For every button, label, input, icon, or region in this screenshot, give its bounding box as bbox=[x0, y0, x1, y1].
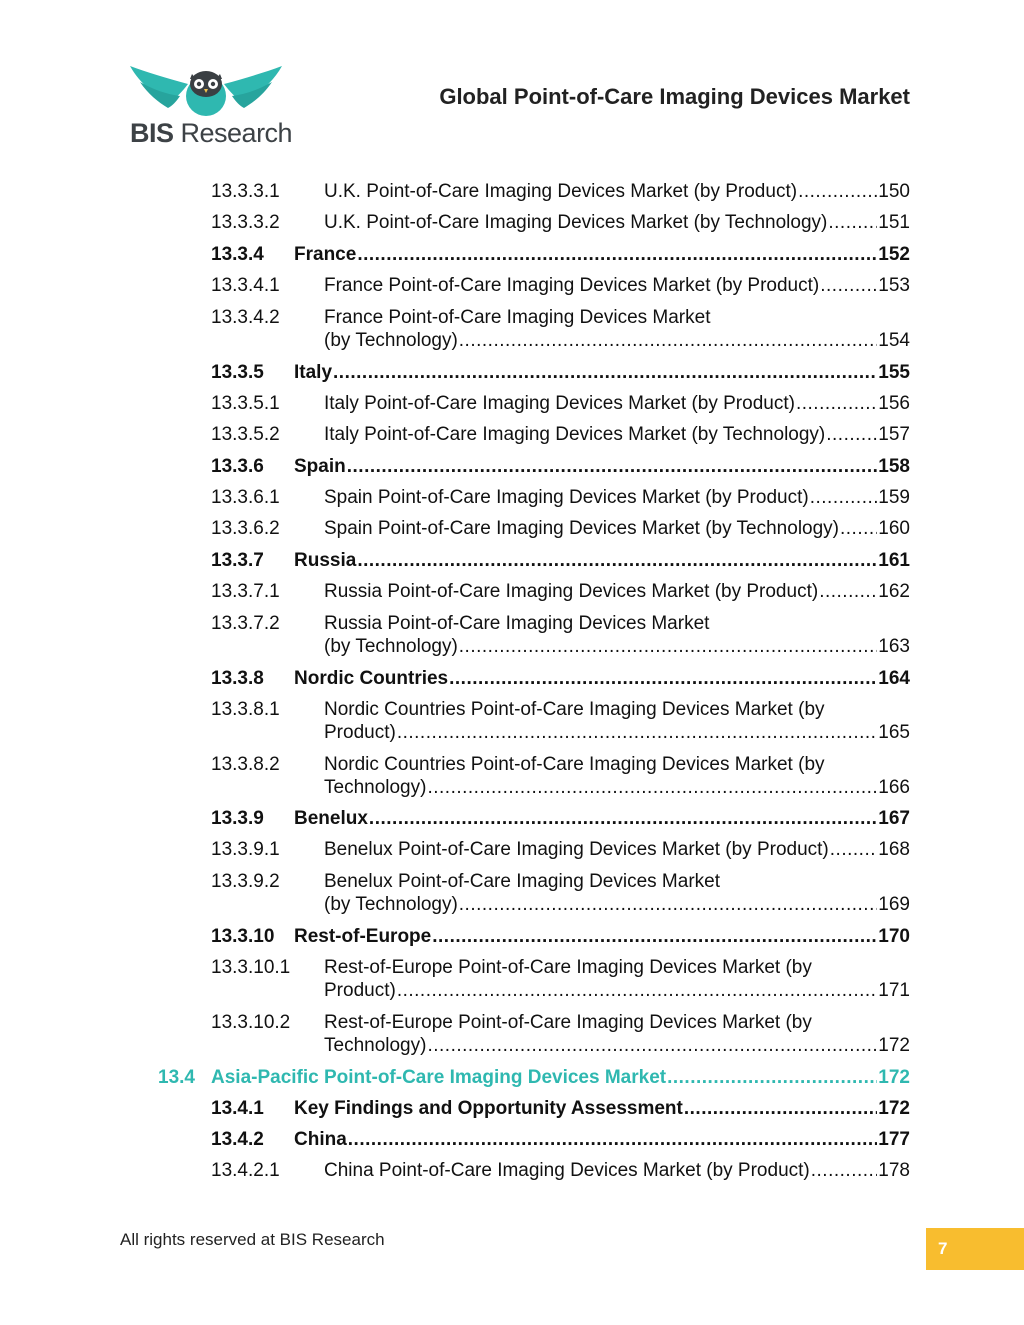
toc-entry-line bbox=[324, 721, 910, 744]
toc-entry-title: Russia Point-of-Care Imaging Devices Market (by Product) bbox=[324, 581, 819, 602]
toc-entry-page: 156 bbox=[878, 393, 910, 414]
toc-entry-number: 13.3.10.2 bbox=[211, 1012, 291, 1033]
toc-entry-page: 177 bbox=[878, 1129, 910, 1150]
toc-entry-number: 13.3.4 bbox=[211, 244, 264, 265]
toc-entry-title: France Point-of-Care Imaging Devices Market (by Product) bbox=[324, 275, 820, 296]
toc-entry-line bbox=[294, 455, 910, 478]
toc-entry-line bbox=[324, 893, 910, 916]
toc-dot-leader bbox=[828, 211, 877, 234]
toc-dot-leader bbox=[427, 776, 877, 799]
toc-dot-leader bbox=[357, 243, 877, 266]
toc-entry-number: 13.3.7.2 bbox=[211, 613, 280, 634]
toc-entry-page: 153 bbox=[878, 275, 910, 296]
toc-entry-title: Spain Point-of-Care Imaging Devices Market (by Technology) bbox=[324, 518, 839, 539]
toc-entry[interactable] bbox=[211, 423, 910, 446]
toc-entry-number: 13.3.5.1 bbox=[211, 393, 280, 414]
toc-entry-body bbox=[324, 698, 910, 744]
toc-entry-number: 13.3.3.1 bbox=[211, 181, 280, 202]
toc-entry-body bbox=[324, 870, 910, 916]
toc-entry[interactable] bbox=[211, 486, 910, 509]
toc-entry-page: 172 bbox=[878, 1098, 910, 1119]
toc-entry[interactable] bbox=[211, 211, 910, 234]
toc-entry[interactable] bbox=[211, 549, 910, 572]
toc-entry[interactable] bbox=[211, 517, 910, 540]
toc-entry-title: Nordic Countries Point-of-Care Imaging Devices Market (by bbox=[324, 754, 825, 775]
toc-entry-body bbox=[294, 1097, 910, 1120]
document-title: Global Point-of-Care Imaging Devices Market bbox=[439, 84, 910, 109]
footer-copyright: All rights reserved at BIS Research bbox=[120, 1230, 385, 1249]
toc-entry-body bbox=[324, 392, 910, 415]
toc-entry-page: 158 bbox=[878, 456, 910, 477]
toc-entry-body bbox=[324, 580, 910, 603]
toc-entry-page: 150 bbox=[878, 181, 910, 202]
toc-entry-line bbox=[324, 1159, 910, 1182]
toc-dot-leader bbox=[357, 549, 877, 572]
toc-entry[interactable] bbox=[211, 925, 910, 948]
toc-entry-body bbox=[294, 455, 910, 478]
toc-entry-title: Benelux Point-of-Care Imaging Devices Market bbox=[324, 871, 721, 892]
toc-entry-line bbox=[294, 361, 910, 384]
toc-entry-body bbox=[324, 838, 910, 861]
toc-dot-leader bbox=[333, 361, 877, 384]
toc-entry-body bbox=[294, 807, 910, 830]
toc-entry-line bbox=[324, 274, 910, 297]
toc-entry-page: 160 bbox=[878, 518, 910, 539]
toc-dot-leader bbox=[684, 1097, 877, 1120]
toc-entry-page: 157 bbox=[878, 424, 910, 445]
toc-entry-page: 167 bbox=[878, 808, 910, 829]
toc-entry-body bbox=[324, 1159, 910, 1182]
toc-entry-page: 171 bbox=[878, 980, 910, 1001]
owl-icon bbox=[126, 62, 286, 118]
toc-entry[interactable] bbox=[211, 956, 910, 1002]
toc-entry-number: 13.4 bbox=[158, 1067, 195, 1088]
toc-dot-leader bbox=[432, 925, 877, 948]
toc-entry-title: Product) bbox=[324, 980, 396, 1001]
toc-entry[interactable] bbox=[211, 698, 910, 744]
toc-entry-title: (by Technology) bbox=[324, 330, 458, 351]
toc-entry[interactable] bbox=[211, 1159, 910, 1182]
toc-entry-line bbox=[324, 517, 910, 540]
toc-entry-line bbox=[324, 776, 910, 799]
toc-entry-title: Italy Point-of-Care Imaging Devices Market (by Technology) bbox=[324, 424, 826, 445]
toc-entry-line bbox=[324, 1034, 910, 1057]
toc-entry-line bbox=[294, 1128, 910, 1151]
toc-entry-body bbox=[294, 667, 910, 690]
toc-entry-title: France Point-of-Care Imaging Devices Market bbox=[324, 307, 711, 328]
toc-dot-leader bbox=[397, 979, 877, 1002]
toc-entry[interactable] bbox=[211, 807, 910, 830]
toc-entry-number: 13.3.5 bbox=[211, 362, 264, 383]
toc-dot-leader bbox=[347, 455, 878, 478]
toc-entry-line bbox=[324, 1011, 910, 1034]
toc-dot-leader bbox=[796, 392, 877, 415]
toc-dot-leader bbox=[798, 180, 877, 203]
toc-dot-leader bbox=[820, 274, 877, 297]
toc-entry-number: 13.3.6.1 bbox=[211, 487, 280, 508]
toc-entry[interactable] bbox=[211, 392, 910, 415]
toc-entry-title: Russia Point-of-Care Imaging Devices Market bbox=[324, 613, 710, 634]
toc-dot-leader bbox=[819, 580, 877, 603]
toc-entry-line bbox=[294, 807, 910, 830]
toc-entry-page: 170 bbox=[878, 926, 910, 947]
toc-dot-leader bbox=[667, 1066, 877, 1089]
toc-entry-body bbox=[211, 1066, 910, 1089]
toc-dot-leader bbox=[459, 329, 878, 352]
toc-entry-number: 13.3.10.1 bbox=[211, 957, 291, 978]
toc-entry-number: 13.3.6 bbox=[211, 456, 264, 477]
toc-entry-title: (by Technology) bbox=[324, 636, 458, 657]
toc-entry-number: 13.3.4.1 bbox=[211, 275, 280, 296]
toc-entry-number: 13.3.8 bbox=[211, 668, 264, 689]
toc-entry-body bbox=[324, 180, 910, 203]
toc-entry-title: China Point-of-Care Imaging Devices Market (by Product) bbox=[324, 1160, 810, 1181]
toc-entry-title: Key Findings and Opportunity Assessment bbox=[294, 1098, 683, 1119]
toc-dot-leader bbox=[397, 721, 877, 744]
toc-entry-body bbox=[324, 956, 910, 1002]
toc-entry-page: 155 bbox=[878, 362, 910, 383]
toc-entry-body bbox=[324, 211, 910, 234]
toc-entry-page: 151 bbox=[878, 212, 910, 233]
toc-entry-number: 13.3.9.2 bbox=[211, 871, 280, 892]
toc-entry-line bbox=[294, 667, 910, 690]
toc-entry-line bbox=[324, 753, 910, 776]
toc-entry-line bbox=[324, 979, 910, 1002]
toc-entry-line bbox=[294, 549, 910, 572]
toc-entry-body bbox=[294, 1128, 910, 1151]
page-number-badge bbox=[926, 1228, 1024, 1270]
toc-entry-body bbox=[324, 753, 910, 799]
toc-entry-number: 13.3.8.2 bbox=[211, 754, 280, 775]
toc-entry-page: 152 bbox=[878, 244, 910, 265]
toc-entry-page: 161 bbox=[878, 550, 910, 571]
toc-dot-leader bbox=[459, 893, 878, 916]
toc-entry-page: 165 bbox=[878, 722, 910, 743]
toc-entry-title: Benelux bbox=[294, 808, 368, 829]
toc-entry[interactable] bbox=[211, 306, 910, 352]
toc-entry-number: 13.3.7.1 bbox=[211, 581, 280, 602]
toc-dot-leader bbox=[369, 807, 877, 830]
toc-entry[interactable] bbox=[211, 870, 910, 916]
toc-entry[interactable] bbox=[211, 180, 910, 203]
toc-entry[interactable] bbox=[211, 361, 910, 384]
toc-entry-line bbox=[324, 612, 910, 635]
toc-entry[interactable] bbox=[158, 1066, 910, 1089]
toc-entry-title: Russia bbox=[294, 550, 357, 571]
toc-entry-body bbox=[324, 1011, 910, 1057]
toc-entry-title: Asia-Pacific Point-of-Care Imaging Devices Market bbox=[211, 1067, 667, 1088]
toc-entry-page: 172 bbox=[878, 1067, 910, 1088]
toc-dot-leader bbox=[459, 635, 878, 658]
toc-entry[interactable] bbox=[211, 580, 910, 603]
toc-entry-number: 13.4.2.1 bbox=[211, 1160, 280, 1181]
toc-entry-title: Rest-of-Europe Point-of-Care Imaging Devices Market (by bbox=[324, 1012, 812, 1033]
toc-entry-line bbox=[294, 243, 910, 266]
toc-entry-title: Italy bbox=[294, 362, 333, 383]
toc-entry-line bbox=[324, 486, 910, 509]
toc-entry-line bbox=[211, 1066, 910, 1089]
page-number: 7 bbox=[938, 1239, 948, 1258]
toc-entry-line bbox=[324, 329, 910, 352]
toc-entry[interactable] bbox=[211, 753, 910, 799]
toc-entry[interactable] bbox=[211, 1097, 910, 1120]
toc-entry-line bbox=[324, 392, 910, 415]
toc-entry[interactable] bbox=[211, 274, 910, 297]
toc-entry[interactable] bbox=[211, 838, 910, 861]
toc-entry-body bbox=[294, 549, 910, 572]
toc-entry-title: Nordic Countries bbox=[294, 668, 449, 689]
toc-entry-page: 169 bbox=[878, 894, 910, 915]
toc-entry-number: 13.3.10 bbox=[211, 926, 275, 947]
toc-entry-page: 159 bbox=[878, 487, 910, 508]
toc-entry-title: Benelux Point-of-Care Imaging Devices Market (by Product) bbox=[324, 839, 829, 860]
toc-entry[interactable] bbox=[211, 455, 910, 478]
toc-entry[interactable] bbox=[211, 243, 910, 266]
toc-entry-body bbox=[324, 612, 910, 658]
toc-entry-page: 164 bbox=[878, 668, 910, 689]
toc-entry-title: U.K. Point-of-Care Imaging Devices Market (by Product) bbox=[324, 181, 798, 202]
toc-dot-leader bbox=[826, 423, 877, 446]
toc-entry-number: 13.3.9.1 bbox=[211, 839, 280, 860]
toc-entry-title: Spain Point-of-Care Imaging Devices Market (by Product) bbox=[324, 487, 809, 508]
toc-entry-line bbox=[324, 180, 910, 203]
toc-entry-number: 13.4.2 bbox=[211, 1129, 264, 1150]
toc-entry-page: 162 bbox=[878, 581, 910, 602]
toc-dot-leader bbox=[830, 838, 878, 861]
toc-entry-title: U.K. Point-of-Care Imaging Devices Market (by Technology) bbox=[324, 212, 828, 233]
toc-entry-line bbox=[324, 838, 910, 861]
toc-entry-line bbox=[324, 870, 910, 893]
toc-entry-number: 13.3.9 bbox=[211, 808, 264, 829]
toc-entry-title: Technology) bbox=[324, 1035, 427, 1056]
toc-dot-leader bbox=[840, 517, 877, 540]
logo-wordmark: BIS Research bbox=[130, 118, 293, 148]
toc-entry[interactable] bbox=[211, 667, 910, 690]
toc-entry-title: (by Technology) bbox=[324, 894, 458, 915]
toc-entry-body bbox=[324, 486, 910, 509]
toc-entry-title: Italy Point-of-Care Imaging Devices Market (by Product) bbox=[324, 393, 795, 414]
toc-dot-leader bbox=[811, 1159, 878, 1182]
toc-entry-number: 13.3.6.2 bbox=[211, 518, 280, 539]
toc-entry-body bbox=[324, 274, 910, 297]
toc-entry-body bbox=[324, 517, 910, 540]
toc-entry-body bbox=[294, 925, 910, 948]
toc-entry-body bbox=[294, 361, 910, 384]
toc-entry-number: 13.3.7 bbox=[211, 550, 264, 571]
toc-entry[interactable] bbox=[211, 612, 910, 658]
toc-entry-number: 13.4.1 bbox=[211, 1098, 264, 1119]
toc-entry-title: France bbox=[294, 244, 357, 265]
toc-entry-title: Rest-of-Europe Point-of-Care Imaging Devices Market (by bbox=[324, 957, 812, 978]
toc-entry-body bbox=[324, 423, 910, 446]
toc-entry-title: Rest-of-Europe bbox=[294, 926, 432, 947]
toc-entry-page: 166 bbox=[878, 777, 910, 798]
toc-entry-title: China bbox=[294, 1129, 347, 1150]
toc-entry-body bbox=[324, 306, 910, 352]
toc-entry-number: 13.3.3.2 bbox=[211, 212, 280, 233]
logo bbox=[126, 62, 293, 152]
toc-dot-leader bbox=[449, 667, 877, 690]
toc-entry-title: Technology) bbox=[324, 777, 427, 798]
toc-entry-body bbox=[294, 243, 910, 266]
toc-entry-number: 13.3.4.2 bbox=[211, 307, 280, 328]
toc-entry-title: Nordic Countries Point-of-Care Imaging Devices Market (by bbox=[324, 699, 825, 720]
toc-entry-line bbox=[294, 925, 910, 948]
toc-entry-line bbox=[294, 1097, 910, 1120]
toc-entry-page: 178 bbox=[878, 1160, 910, 1181]
toc-dot-leader bbox=[810, 486, 878, 509]
toc-entry-page: 154 bbox=[878, 330, 910, 351]
toc-entry-line bbox=[324, 423, 910, 446]
toc-entry-page: 172 bbox=[878, 1035, 910, 1056]
toc-entry-number: 13.3.5.2 bbox=[211, 424, 280, 445]
toc-entry-line bbox=[324, 580, 910, 603]
toc-dot-leader bbox=[427, 1034, 877, 1057]
toc-entry-line bbox=[324, 698, 910, 721]
toc-entry-number: 13.3.8.1 bbox=[211, 699, 280, 720]
toc-entry-page: 163 bbox=[878, 636, 910, 657]
toc-dot-leader bbox=[348, 1128, 878, 1151]
toc-entry[interactable] bbox=[211, 1128, 910, 1151]
toc-entry-title: Product) bbox=[324, 722, 396, 743]
toc-entry-title: Spain bbox=[294, 456, 346, 477]
toc-entry-line bbox=[324, 306, 910, 329]
toc-entry-page: 168 bbox=[878, 839, 910, 860]
toc-entry-line bbox=[324, 211, 910, 234]
toc-entry[interactable] bbox=[211, 1011, 910, 1057]
toc-entry-line bbox=[324, 956, 910, 979]
toc-entry-line bbox=[324, 635, 910, 658]
